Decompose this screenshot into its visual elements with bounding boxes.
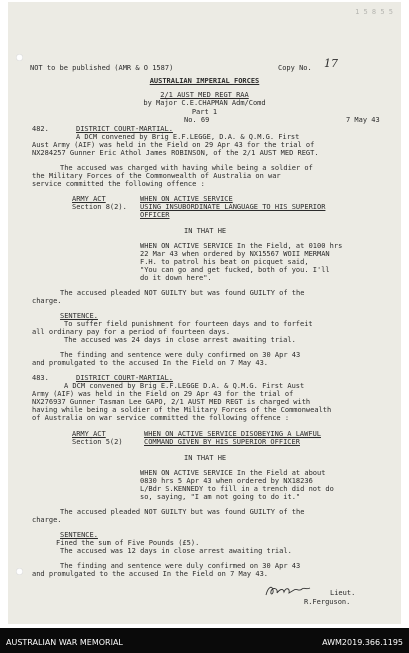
in-that-label: IN THAT HE bbox=[184, 227, 227, 235]
document-heading: AUSTRALIAN IMPERIAL FORCES bbox=[149, 77, 260, 85]
text-line: A DCM convened by Brig E.F.LEGGE D.A. & Q.M.G. First Aust bbox=[64, 382, 305, 390]
item-title: DISTRICT COURT-MARTIAL. bbox=[76, 374, 173, 382]
particulars-line: do it down here". bbox=[140, 274, 212, 282]
unit-name: 2/1 AUST MED REGT RAA bbox=[160, 91, 249, 99]
part-number: Part 1 bbox=[191, 108, 218, 116]
particulars-line: 0830 hrs 5 Apr 43 when ordered by NX18236 bbox=[140, 477, 313, 485]
offence-text: OFFICER bbox=[140, 211, 170, 219]
text-line: NX276937 Gunner Tasman Lee GAPO, 2/1 AUST MED REGT is charged with bbox=[32, 398, 311, 406]
sentence-line: all ordinary pay for a period of fourteen days. bbox=[32, 328, 231, 336]
copy-number: 17 bbox=[324, 57, 338, 70]
particulars-line: WHEN ON ACTIVE SERVICE In the Field at about bbox=[140, 469, 326, 477]
text-line: NX284257 Gunner Eric Athol James ROBINSON, of the 2/1 AUST MED REGT. bbox=[32, 149, 319, 157]
confirmation-line: The finding and sentence were duly confirmed on 30 Apr 43 bbox=[60, 562, 301, 570]
particulars-line: 22 Mar 43 when ordered by NX15567 WOII MERMAN bbox=[140, 250, 330, 258]
army-act-label: ARMY ACT bbox=[72, 430, 106, 438]
text-line: Aust Army (AIF) was held in the Field on 29 Apr 43 for the trial of bbox=[32, 141, 315, 149]
sentence-line: The accused was 24 days in close arrest awaiting trial. bbox=[64, 336, 296, 344]
section-label: Section 8(2). bbox=[72, 203, 127, 211]
offence-text: COMMAND GIVEN BY HIS SUPERIOR OFFICER bbox=[144, 438, 300, 446]
offence-text: WHEN ON ACTIVE SERVICE DISOBEYING A LAWFUL bbox=[144, 430, 322, 438]
archive-reference: AWM2019.366.1195 bbox=[322, 638, 403, 647]
offence-text: USING INSUBORDINATE LANGUAGE TO HIS SUPERIOR bbox=[140, 203, 326, 211]
signatory-name: R.Ferguson. bbox=[304, 598, 351, 606]
section-label: Section 5(2) bbox=[72, 438, 123, 446]
item-title: DISTRICT COURT-MARTIAL. bbox=[76, 125, 173, 133]
item-number: 482. bbox=[32, 125, 49, 133]
punch-hole bbox=[16, 568, 23, 575]
issued-by: by Major C.E.CHAPMAN Adm/Comd bbox=[143, 99, 266, 107]
particulars-line: "You can go and get fucked, both of you. I'll bbox=[140, 266, 330, 274]
confirmation-line: and promulgated to the accused In the Field on 7 May 43. bbox=[32, 359, 269, 367]
text-line: of Australia on war service committed the following offence : bbox=[32, 414, 290, 422]
text-line: the Military Forces of the Commonwealth of Australia on war bbox=[32, 172, 281, 180]
restriction-notice: NOT to be published (AMR & O 1587) bbox=[30, 64, 174, 72]
document-page bbox=[8, 2, 401, 624]
plea-text: charge. bbox=[32, 516, 62, 524]
text-line: The accused was charged with having while being a soldier of bbox=[60, 164, 313, 172]
army-act-label: ARMY ACT bbox=[72, 195, 106, 203]
item-number: 483. bbox=[32, 374, 49, 382]
offence-text: WHEN ON ACTIVE SERVICE bbox=[140, 195, 233, 203]
order-date: 7 May 43 bbox=[346, 116, 380, 124]
in-that-label: IN THAT HE bbox=[184, 454, 227, 462]
plea-text: The accused pleaded NOT GUILTY but was found GUILTY of the bbox=[60, 289, 305, 297]
signatory-rank: Lieut. bbox=[330, 589, 356, 597]
particulars-line: so, saying, "I am not going to do it." bbox=[140, 493, 301, 501]
sentence-line: The accused was 12 days in close arrest awaiting trial. bbox=[60, 547, 292, 555]
copy-label: Copy No. bbox=[278, 64, 312, 72]
plea-text: The accused pleaded NOT GUILTY but was found GUILTY of the bbox=[60, 508, 305, 516]
text-line: Army (AIF) was held in the Field on 29 Apr 43 for the trial of bbox=[32, 390, 294, 398]
archive-name: AUSTRALIAN WAR MEMORIAL bbox=[6, 638, 123, 647]
sentence-line: To suffer field punishment for fourteen days and to forfeit bbox=[64, 320, 313, 328]
confirmation-line: and promulgated to the accused In the Field on 7 May 43. bbox=[32, 570, 269, 578]
corner-number: 1 5 8 5 5 bbox=[355, 8, 393, 16]
order-number: No. 69 bbox=[184, 116, 210, 124]
archive-footer bbox=[0, 628, 409, 653]
punch-hole bbox=[16, 54, 23, 61]
particulars-line: F.H. to patrol his beat on picquet said, bbox=[140, 258, 309, 266]
text-line: A DCM convened by Brig E.F.LEGGE, D.A. & Q.M.G. First bbox=[76, 133, 300, 141]
plea-text: charge. bbox=[32, 297, 62, 305]
particulars-line: L/Bdr S.KENNEDY to fill in a trench did not do bbox=[140, 485, 334, 493]
text-line: service committed the following offence : bbox=[32, 180, 205, 188]
sentence-line: Fined the sum of Five Pounds (£5). bbox=[56, 539, 200, 547]
handwritten-signature bbox=[264, 584, 312, 598]
particulars-line: WHEN ON ACTIVE SERVICE In the Field, at 0100 hrs bbox=[140, 242, 343, 250]
sentence-title: SENTENCE. bbox=[60, 312, 98, 320]
text-line: having while being a soldier of the Military Forces of the Commonwealth bbox=[32, 406, 332, 414]
confirmation-line: The finding and sentence were duly confirmed on 30 Apr 43 bbox=[60, 351, 301, 359]
sentence-title: SENTENCE. bbox=[60, 531, 98, 539]
